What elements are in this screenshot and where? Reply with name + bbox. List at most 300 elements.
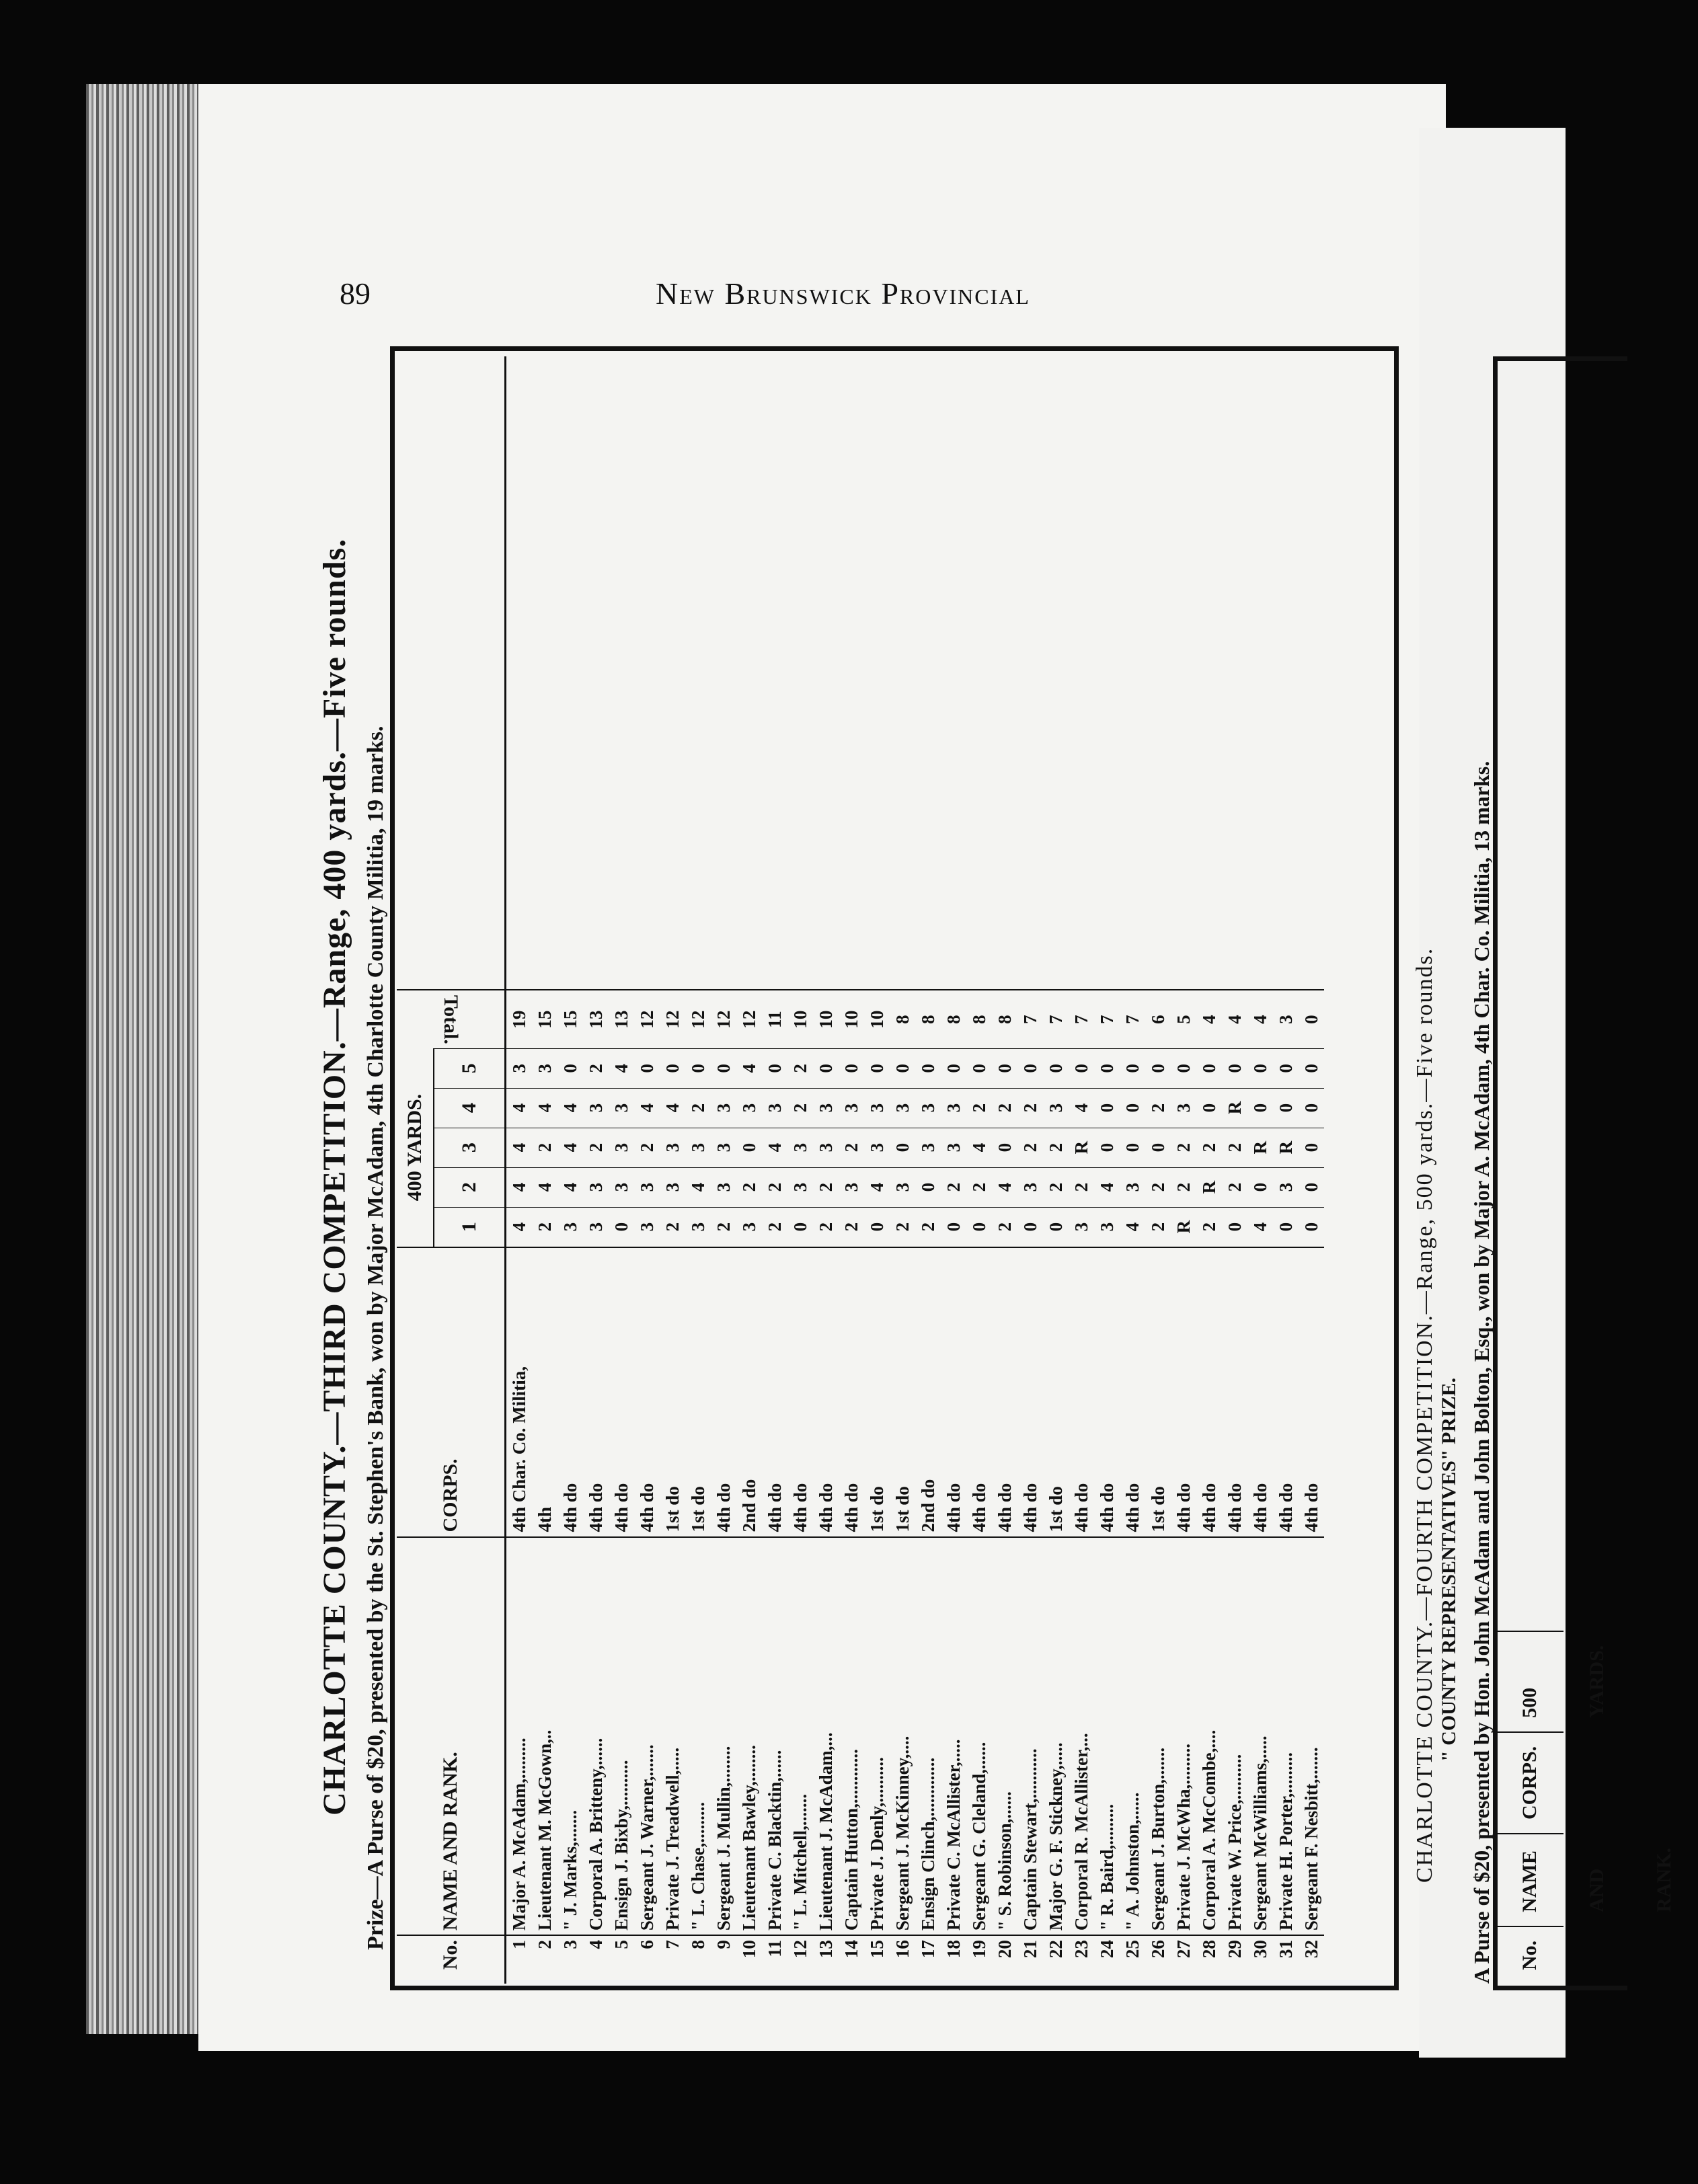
row-corps: 1st do <box>1043 1247 1069 1537</box>
row-total: 0 <box>1299 990 1324 1048</box>
row-shot-5: 0 <box>864 1049 890 1089</box>
row-total: 4 <box>1247 990 1273 1048</box>
fourth-competition-prize: A Purse of $20, presented by Hon. John McAdam and John Bolton, Esq., won by Major A. McAdam, 4th Char. Co. Militia, 13 marks. <box>1469 760 1494 1984</box>
table-row <box>1273 356 1299 1984</box>
row-corps: 4th do <box>1120 1247 1145 1537</box>
row-shot-4: 2 <box>1017 1088 1043 1128</box>
row-shot-4: 4 <box>557 1088 583 1128</box>
row-shot-4: 2 <box>1145 1088 1171 1128</box>
row-corps: 4th do <box>1247 1247 1273 1537</box>
row-no: 8 <box>685 1935 711 1984</box>
row-shot-5: 0 <box>1222 1049 1247 1089</box>
row-shot-5: 0 <box>813 1049 839 1089</box>
row-shot-5: 0 <box>1017 1049 1043 1089</box>
row-shot-1: 0 <box>1043 1207 1069 1247</box>
row-shot-4: 0 <box>1094 1088 1120 1128</box>
row-shot-2: 2 <box>813 1167 839 1207</box>
row-no: 17 <box>915 1935 941 1984</box>
row-shot-5: 0 <box>1299 1049 1324 1089</box>
row-no: 4 <box>583 1935 609 1984</box>
row-no: 16 <box>890 1935 915 1984</box>
row-blank <box>1043 356 1069 990</box>
row-shot-2: 3 <box>711 1167 736 1207</box>
row-blank <box>1196 356 1222 990</box>
row-shot-5: 0 <box>1247 1049 1273 1089</box>
fourth-col-corps: CORPS. <box>1496 1731 1564 1833</box>
row-no: 31 <box>1273 1935 1299 1984</box>
table-row <box>634 356 660 1984</box>
row-no: 30 <box>1247 1935 1273 1984</box>
row-no: 25 <box>1120 1935 1145 1984</box>
row-shot-5: 0 <box>1043 1049 1069 1089</box>
row-blank <box>1171 356 1196 990</box>
row-total: 10 <box>787 990 813 1048</box>
row-shot-1: R <box>1171 1207 1196 1247</box>
row-shot-3: 2 <box>1043 1128 1069 1167</box>
row-shot-4: 3 <box>711 1088 736 1128</box>
row-shot-3: 3 <box>787 1128 813 1167</box>
row-shot-5: 0 <box>557 1049 583 1089</box>
row-no: 10 <box>736 1935 762 1984</box>
row-shot-3: 4 <box>557 1128 583 1167</box>
row-shot-2: 3 <box>660 1167 685 1207</box>
row-shot-4: 0 <box>1273 1088 1299 1128</box>
row-shot-1: 0 <box>609 1207 634 1247</box>
row-blank <box>762 356 787 990</box>
table-row <box>915 356 941 1984</box>
row-no: 12 <box>787 1935 813 1984</box>
row-shot-1: 2 <box>660 1207 685 1247</box>
row-shot-4: 3 <box>762 1088 787 1128</box>
row-corps: 1st do <box>890 1247 915 1537</box>
row-blank <box>532 356 557 990</box>
row-shot-1: 0 <box>966 1207 992 1247</box>
row-shot-3: 3 <box>609 1128 634 1167</box>
row-no: 1 <box>506 1935 533 1984</box>
row-blank <box>557 356 583 990</box>
row-shot-1: 3 <box>583 1207 609 1247</box>
row-shot-1: 3 <box>685 1207 711 1247</box>
row-shot-2: 3 <box>583 1167 609 1207</box>
row-total: 10 <box>839 990 864 1048</box>
row-shot-1: 2 <box>813 1207 839 1247</box>
table-row <box>966 356 992 1984</box>
row-name: " S. Robinson,...... <box>992 1537 1017 1936</box>
row-corps: 4th do <box>1171 1247 1196 1537</box>
row-shot-1: 2 <box>532 1207 557 1247</box>
col-shot-5: 5 <box>434 1049 506 1089</box>
row-shot-4: 0 <box>1196 1088 1222 1128</box>
row-corps: 4th do <box>557 1247 583 1537</box>
row-shot-4: 2 <box>992 1088 1017 1128</box>
row-no: 15 <box>864 1935 890 1984</box>
row-total: 12 <box>711 990 736 1048</box>
row-name: Corporal A. McCombe,.... <box>1196 1537 1222 1936</box>
row-shot-4: 4 <box>634 1088 660 1128</box>
row-no: 6 <box>634 1935 660 1984</box>
row-shot-3: 3 <box>660 1128 685 1167</box>
table-row <box>1196 356 1222 1984</box>
row-shot-3: 3 <box>864 1128 890 1167</box>
row-shot-4: 3 <box>941 1088 966 1128</box>
row-name: Sergeant G. Cleland,...... <box>966 1537 992 1936</box>
row-blank <box>992 356 1017 990</box>
row-shot-5: 0 <box>941 1049 966 1089</box>
row-shot-1: 0 <box>1299 1207 1324 1247</box>
row-total: 10 <box>864 990 890 1048</box>
table-row <box>787 356 813 1984</box>
row-shot-1: 2 <box>839 1207 864 1247</box>
page-edges <box>86 84 207 2034</box>
row-name: Captain Hutton,............ <box>839 1537 864 1936</box>
row-corps: 4th do <box>1196 1247 1222 1537</box>
row-total: 12 <box>660 990 685 1048</box>
row-shot-3: 0 <box>1120 1128 1145 1167</box>
table-row <box>1017 356 1043 1984</box>
row-corps: 2nd do <box>736 1247 762 1537</box>
row-shot-1: 0 <box>1017 1207 1043 1247</box>
table-row <box>890 356 915 1984</box>
row-shot-3: R <box>1069 1128 1094 1167</box>
third-competition-title: CHARLOTTE COUNTY.—THIRD COMPETITION.—Range, 400 yards.—Five rounds. <box>317 538 352 1816</box>
row-corps: 4th do <box>992 1247 1017 1537</box>
row-blank <box>736 356 762 990</box>
row-shot-1: 4 <box>506 1207 533 1247</box>
row-name: " R. Baird,......... <box>1094 1537 1120 1936</box>
table-row <box>609 356 634 1984</box>
row-shot-1: 2 <box>992 1207 1017 1247</box>
row-corps: 4th <box>532 1247 557 1537</box>
table-row <box>1094 356 1120 1984</box>
fourth-col-range: 500 YARDS. <box>1496 1631 1564 1731</box>
row-shot-3: 2 <box>839 1128 864 1167</box>
row-shot-5: 0 <box>839 1049 864 1089</box>
row-total: 7 <box>1069 990 1094 1048</box>
row-shot-4: 0 <box>1247 1088 1273 1128</box>
row-no: 11 <box>762 1935 787 1984</box>
row-shot-5: 0 <box>966 1049 992 1089</box>
row-blank <box>813 356 839 990</box>
row-shot-3: 3 <box>685 1128 711 1167</box>
row-shot-4: 3 <box>813 1088 839 1128</box>
row-blank <box>1145 356 1171 990</box>
row-no: 2 <box>532 1935 557 1984</box>
row-shot-3: 4 <box>506 1128 533 1167</box>
row-shot-1: 3 <box>736 1207 762 1247</box>
row-shot-1: 3 <box>634 1207 660 1247</box>
table-row <box>711 356 736 1984</box>
row-name: Private J. Denly,.......... <box>864 1537 890 1936</box>
row-name: Ensign J. Bixby,.......... <box>609 1537 634 1936</box>
col-shot-2: 2 <box>434 1167 506 1207</box>
row-shot-2: 4 <box>992 1167 1017 1207</box>
row-shot-1: 4 <box>1120 1207 1145 1247</box>
row-shot-3: 0 <box>890 1128 915 1167</box>
row-name: Private C. McAllister,..... <box>941 1537 966 1936</box>
row-name: Lieutenant J. McAdam,... <box>813 1537 839 1936</box>
row-shot-3: 2 <box>1171 1128 1196 1167</box>
row-blank <box>634 356 660 990</box>
row-name: Sergeant J. Warner,....... <box>634 1537 660 1936</box>
row-shot-3: 3 <box>915 1128 941 1167</box>
row-shot-5: 0 <box>711 1049 736 1089</box>
row-shot-3: 0 <box>1145 1128 1171 1167</box>
score-table-container <box>397 356 1392 1984</box>
row-no: 19 <box>966 1935 992 1984</box>
row-name: " J. Marks,....... <box>557 1537 583 1936</box>
row-no: 29 <box>1222 1935 1247 1984</box>
row-shot-4: R <box>1222 1088 1247 1128</box>
row-no: 18 <box>941 1935 966 1984</box>
row-shot-2: 4 <box>506 1167 533 1207</box>
row-shot-3: 2 <box>583 1128 609 1167</box>
row-shot-2: 4 <box>685 1167 711 1207</box>
row-shot-5: 4 <box>609 1049 634 1089</box>
row-name: Sergeant McWilliams,..... <box>1247 1537 1273 1936</box>
row-blank <box>890 356 915 990</box>
row-shot-5: 2 <box>583 1049 609 1089</box>
row-name: Lieutenant Bawley,........ <box>736 1537 762 1936</box>
row-total: 10 <box>813 990 839 1048</box>
row-shot-2: 3 <box>1273 1167 1299 1207</box>
row-name: Major G. F. Stickney,..... <box>1043 1537 1069 1936</box>
row-total: 7 <box>1094 990 1120 1048</box>
row-shot-5: 0 <box>634 1049 660 1089</box>
row-total: 8 <box>941 990 966 1048</box>
row-name: " L. Mitchell,....... <box>787 1537 813 1936</box>
row-corps: 1st do <box>864 1247 890 1537</box>
row-total: 13 <box>609 990 634 1048</box>
table-row <box>1069 356 1094 1984</box>
row-shot-1: 2 <box>890 1207 915 1247</box>
row-blank <box>1094 356 1120 990</box>
row-shot-5: 0 <box>1094 1049 1120 1089</box>
col-blank <box>397 356 506 990</box>
row-total: 4 <box>1222 990 1247 1048</box>
row-no: 13 <box>813 1935 839 1984</box>
table-row <box>992 356 1017 1984</box>
row-shot-3: 0 <box>736 1128 762 1167</box>
row-total: 15 <box>557 990 583 1048</box>
row-total: 13 <box>583 990 609 1048</box>
row-blank <box>966 356 992 990</box>
row-corps: 4th do <box>762 1247 787 1537</box>
row-total: 19 <box>506 990 533 1048</box>
row-name: Private C. Blacktin,...... <box>762 1537 787 1936</box>
row-shot-3: 0 <box>1094 1128 1120 1167</box>
row-total: 7 <box>1043 990 1069 1048</box>
row-blank <box>1017 356 1043 990</box>
row-shot-1: 3 <box>1094 1207 1120 1247</box>
row-shot-3: 0 <box>1299 1128 1324 1167</box>
row-shot-4: 4 <box>1069 1088 1094 1128</box>
row-no: 14 <box>839 1935 864 1984</box>
row-shot-5: 0 <box>1145 1049 1171 1089</box>
row-shot-4: 4 <box>506 1088 533 1128</box>
table-row <box>557 356 583 1984</box>
row-shot-4: 3 <box>1171 1088 1196 1128</box>
row-shot-2: 2 <box>1069 1167 1094 1207</box>
row-shot-2: 3 <box>890 1167 915 1207</box>
row-total: 11 <box>762 990 787 1048</box>
row-shot-3: 2 <box>1222 1128 1247 1167</box>
row-shot-2: 4 <box>532 1167 557 1207</box>
row-shot-3: 2 <box>1196 1128 1222 1167</box>
row-blank <box>1247 356 1273 990</box>
row-total: 5 <box>1171 990 1196 1048</box>
row-shot-1: 0 <box>864 1207 890 1247</box>
row-shot-2: R <box>1196 1167 1222 1207</box>
row-no: 26 <box>1145 1935 1171 1984</box>
row-total: 7 <box>1120 990 1145 1048</box>
row-shot-5: 4 <box>736 1049 762 1089</box>
row-corps: 4th do <box>1299 1247 1324 1537</box>
row-total: 8 <box>966 990 992 1048</box>
row-no: 20 <box>992 1935 1017 1984</box>
row-total: 12 <box>685 990 711 1048</box>
row-blank <box>660 356 685 990</box>
row-name: Corporal A. Britteny,...... <box>583 1537 609 1936</box>
row-shot-1: 2 <box>1196 1207 1222 1247</box>
row-shot-1: 3 <box>1069 1207 1094 1247</box>
col-name: NAME AND RANK. <box>397 1537 506 1936</box>
row-shot-2: 0 <box>915 1167 941 1207</box>
row-corps: 4th do <box>1273 1247 1299 1537</box>
row-shot-2: 3 <box>1120 1167 1145 1207</box>
row-name: Lieutenant M. McGown,.. <box>532 1537 557 1936</box>
row-corps: 4th do <box>1017 1247 1043 1537</box>
row-blank <box>583 356 609 990</box>
row-shot-3: 4 <box>762 1128 787 1167</box>
row-name: Corporal R. McAllister,... <box>1069 1537 1094 1936</box>
row-shot-2: 2 <box>1043 1167 1069 1207</box>
row-shot-3: 2 <box>532 1128 557 1167</box>
row-shot-2: 2 <box>762 1167 787 1207</box>
row-corps: 4th do <box>1094 1247 1120 1537</box>
fourth-col-name: NAME AND RANK. <box>1496 1833 1564 1926</box>
row-shot-2: 2 <box>736 1167 762 1207</box>
row-corps: 1st do <box>685 1247 711 1537</box>
table-row <box>864 356 890 1984</box>
row-corps: 4th do <box>634 1247 660 1537</box>
row-name: Private J. McWha,......... <box>1171 1537 1196 1936</box>
row-shot-2: 2 <box>1145 1167 1171 1207</box>
row-shot-5: 0 <box>1273 1049 1299 1089</box>
table-row <box>1043 356 1069 1984</box>
row-name: Sergeant F. Nesbitt,....... <box>1299 1537 1324 1936</box>
row-corps: 1st do <box>1145 1247 1171 1537</box>
table-row <box>532 356 557 1984</box>
row-shot-1: 0 <box>1273 1207 1299 1247</box>
row-shot-4: 3 <box>1043 1088 1069 1128</box>
row-shot-3: R <box>1247 1128 1273 1167</box>
row-shot-2: 4 <box>864 1167 890 1207</box>
row-no: 27 <box>1171 1935 1196 1984</box>
row-corps: 2nd do <box>915 1247 941 1537</box>
row-shot-4: 2 <box>685 1088 711 1128</box>
row-shot-2: 3 <box>634 1167 660 1207</box>
row-blank <box>685 356 711 990</box>
row-shot-3: 4 <box>966 1128 992 1167</box>
row-total: 8 <box>890 990 915 1048</box>
fourth-competition-title: CHARLOTTE COUNTY.—FOURTH COMPETITION.—Range, 500 yards.—Five rounds. <box>1412 947 1437 1883</box>
row-total: 3 <box>1273 990 1299 1048</box>
row-corps: 4th do <box>1222 1247 1247 1537</box>
col-range: 400 YARDS. <box>397 1049 434 1247</box>
row-total: 12 <box>736 990 762 1048</box>
row-name: Sergeant J. Burton,....... <box>1145 1537 1171 1936</box>
row-shot-4: 0 <box>1120 1088 1145 1128</box>
row-no: 7 <box>660 1935 685 1984</box>
row-shot-3: 3 <box>813 1128 839 1167</box>
row-shot-1: 4 <box>1247 1207 1273 1247</box>
row-shot-2: 3 <box>1017 1167 1043 1207</box>
table-row <box>1222 356 1247 1984</box>
row-shot-5: 0 <box>1120 1049 1145 1089</box>
row-no: 28 <box>1196 1935 1222 1984</box>
row-shot-1: 2 <box>1145 1207 1171 1247</box>
row-shot-4: 3 <box>736 1088 762 1128</box>
row-blank <box>787 356 813 990</box>
row-total: 12 <box>634 990 660 1048</box>
row-corps: 4th Char. Co. Militia, <box>506 1247 533 1537</box>
row-shot-4: 3 <box>609 1088 634 1128</box>
row-blank <box>915 356 941 990</box>
col-no: No. <box>397 1935 506 1984</box>
row-no: 32 <box>1299 1935 1324 1984</box>
row-shot-3: 3 <box>941 1128 966 1167</box>
table-row <box>660 356 685 1984</box>
row-blank <box>711 356 736 990</box>
row-shot-5: 2 <box>787 1049 813 1089</box>
row-shot-5: 0 <box>685 1049 711 1089</box>
row-name: Private W. Price,.......... <box>1222 1537 1247 1936</box>
row-shot-2: 2 <box>966 1167 992 1207</box>
row-no: 22 <box>1043 1935 1069 1984</box>
row-shot-1: 0 <box>941 1207 966 1247</box>
row-shot-2: 2 <box>1222 1167 1247 1207</box>
row-blank <box>1299 356 1324 990</box>
row-shot-5: 0 <box>1171 1049 1196 1089</box>
row-corps: 4th do <box>609 1247 634 1537</box>
row-no: 9 <box>711 1935 736 1984</box>
col-shot-1: 1 <box>434 1207 506 1247</box>
row-shot-4: 4 <box>532 1088 557 1128</box>
fourth-prize-name: " COUNTY REPRESENTATIVES" PRIZE. <box>1438 1377 1460 1762</box>
col-shot-3: 3 <box>434 1128 506 1167</box>
row-shot-5: 0 <box>660 1049 685 1089</box>
row-shot-2: 3 <box>839 1167 864 1207</box>
row-shot-1: 2 <box>711 1207 736 1247</box>
row-shot-2: 4 <box>1094 1167 1120 1207</box>
row-total: 6 <box>1145 990 1171 1048</box>
row-shot-4: 3 <box>890 1088 915 1128</box>
fourth-table-header <box>1496 1645 1675 1984</box>
table-row <box>813 356 839 1984</box>
row-shot-2: 4 <box>557 1167 583 1207</box>
row-shot-5: 0 <box>890 1049 915 1089</box>
row-blank <box>839 356 864 990</box>
row-blank <box>1069 356 1094 990</box>
row-shot-2: 3 <box>787 1167 813 1207</box>
row-corps: 4th do <box>583 1247 609 1537</box>
row-blank <box>609 356 634 990</box>
row-shot-2: 0 <box>1247 1167 1273 1207</box>
row-shot-4: 3 <box>864 1088 890 1128</box>
row-shot-5: 0 <box>1069 1049 1094 1089</box>
row-total: 7 <box>1017 990 1043 1048</box>
row-shot-2: 2 <box>1171 1167 1196 1207</box>
